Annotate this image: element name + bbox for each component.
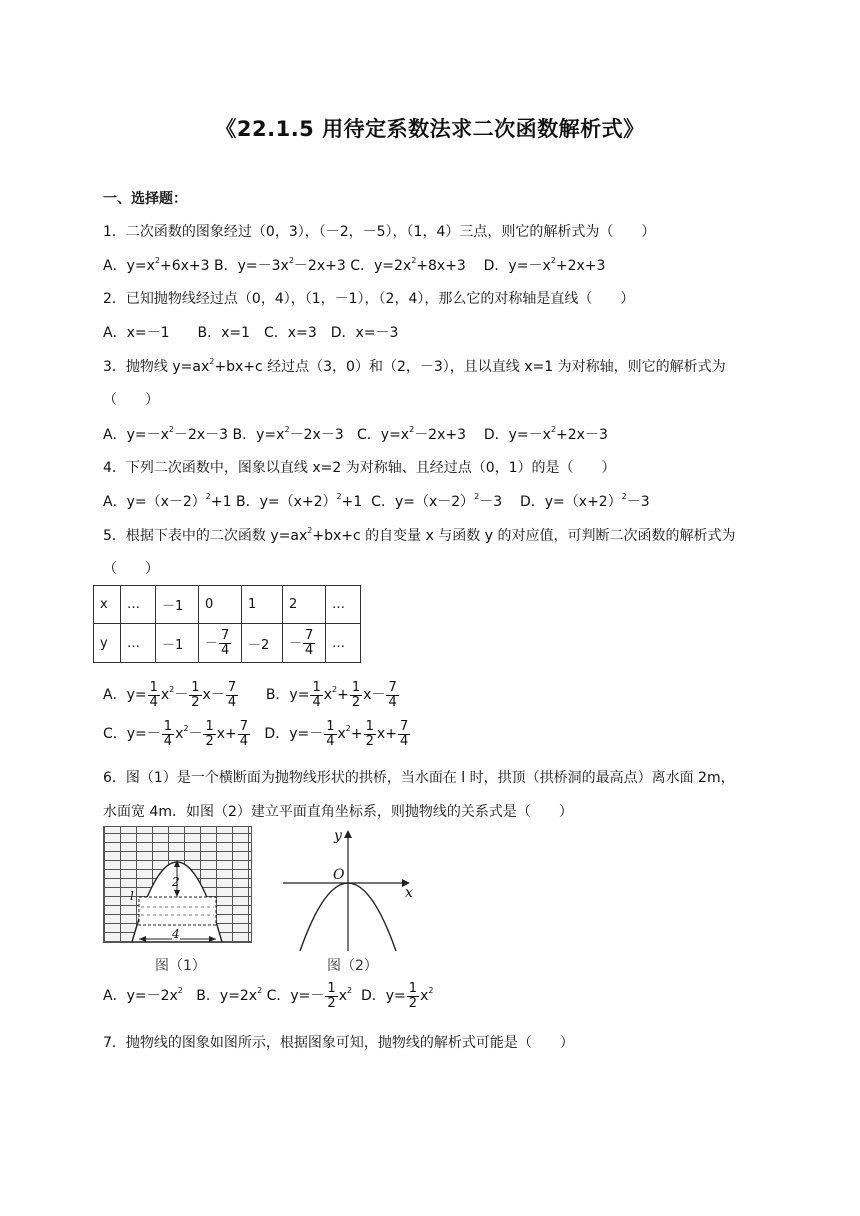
- question-7-stem: 7．抛物线的图象如图所示，根据图象可知，抛物线的解析式可能是（ ）: [103, 1035, 574, 1051]
- figure-1-bridge: [103, 826, 252, 943]
- question-5-stem: 5．根据下表中的二次函数 $y=ax^2+bx+c$ 的自变量 x 与函数 y 的对应值，可判断二次函数的解析式为: [103, 526, 736, 544]
- table-row-y: [94, 624, 361, 663]
- option-b: B．y=－3x: [214, 258, 289, 274]
- question-3-stem: 3．抛物线 $y=ax^2+bx+c$ 经过点（3，0）和（2，－3），且以直线 x=1 为对称轴，则它的解析式为: [103, 357, 726, 375]
- question-2-stem: 2．已知抛物线经过点（0，4），（1，－1），（2，4），那么它的对称轴是直线（ ）: [103, 291, 635, 307]
- option-a: A．y=（x－2）: [103, 494, 206, 510]
- water-level-label: l: [130, 889, 134, 903]
- question-5-bracket: （ ）: [103, 561, 159, 577]
- fraction: $\frac{7}{4}$: [221, 627, 230, 658]
- option-c: C．y=－: [266, 988, 325, 1004]
- option-c: C．y=－: [103, 726, 161, 742]
- option-d: D．y=－x: [483, 427, 551, 443]
- figure-2-graph: [278, 826, 418, 956]
- option-a: A．y=－2x: [103, 988, 178, 1004]
- question-6-stem-line1: 6．图（1）是一个横断面为抛物线形状的拱桥，当水面在 l 时，拱顶（拱桥洞的最高点）离水面 2m，: [103, 770, 735, 786]
- question-4-options: A．$y=(x-2)^2+1$ B．$y=(x+2)^2+1$ C．$y=(x-2)^2-3$ D．$y=(x+2)^2-3$: [103, 492, 650, 510]
- question-1-options: A．$y=x^2+6x+3$ B．$y=-3x^2-2x+3$ C．$y=2x^2+8x+3$ D．$y=-x^2+2x+3$: [103, 256, 606, 274]
- option-a: A．y=－x: [103, 427, 169, 443]
- page-title: 《22.1.5 用待定系数法求二次函数解析式》: [215, 117, 645, 141]
- option-d: D．y=: [360, 988, 406, 1004]
- option-b: B．y=（x+2）: [235, 494, 337, 510]
- option-c: C．y=（x－2）: [371, 494, 475, 510]
- option-c: C．y=x: [357, 427, 410, 443]
- question-6-options: A．$y=-2x^2$ B．$y=2x^2$ C．y=－ $\frac{1}{2}$ $x^2$ D．y= $\frac{1}{2}$ $x^2$: [103, 980, 434, 1011]
- option-a: A．y=: [103, 687, 147, 703]
- table-cell: …: [121, 586, 156, 624]
- origin-label: O: [333, 867, 345, 883]
- question-3-options: A．$y=-x^2-2x-3$ B．$y=x^2-2x-3$ C．$y=x^2-2x+3$ D．$y=-x^2+2x-3$: [103, 425, 608, 443]
- option-d: D．y=（x+2）: [519, 494, 622, 510]
- y-axis-label: y: [334, 828, 342, 844]
- table-row-x: [94, 586, 361, 624]
- table-cell: － $\frac{7}{4}$: [283, 624, 326, 663]
- width-label: 4: [172, 927, 180, 941]
- table-cell: 0: [199, 586, 242, 624]
- table-cell: …: [121, 624, 156, 663]
- option-a: A．y=x: [103, 258, 155, 274]
- option-d: D．y=－x: [483, 258, 551, 274]
- value-table: [93, 585, 361, 663]
- table-cell: － $\frac{7}{4}$: [199, 624, 242, 663]
- fraction: $\frac{7}{4}$: [305, 627, 314, 658]
- table-cell: 1: [242, 586, 283, 624]
- table-cell: …: [326, 624, 361, 663]
- question-5-options-row2: C．y=－ $\frac{1}{4}$ $x^2-$ $\frac{1}{2}$ x+ $\frac{7}{4}$ D．y=－ $\frac{1}{4}$ $x^2+$ $\frac{1}{2}$ x+ $\frac{7}{4}$: [103, 718, 409, 749]
- question-3-bracket: （ ）: [103, 392, 159, 408]
- table-cell: y: [94, 624, 121, 663]
- table-cell: －1: [156, 586, 199, 624]
- table-cell: －1: [156, 624, 199, 663]
- option-b: B．y=: [265, 687, 310, 703]
- question-1-stem: 1．二次函数的图象经过（0，3），（－2，－5），（1，4）三点，则它的解析式为（ ）: [103, 224, 656, 240]
- option-d: D．y=－: [264, 726, 324, 742]
- figure-2-caption: 图（2）: [327, 958, 378, 974]
- question-5-options-row1: A．y= $\frac{1}{4}$ $x^2-$ $\frac{1}{2}$ x－ $\frac{7}{4}$ B．y= $\frac{1}{4}$ $x^2+$ $\frac{1}{2}$ x－ $\frac{7}{4}$: [103, 679, 397, 710]
- table-cell: …: [326, 586, 361, 624]
- section-heading: 一、选择题：: [103, 191, 187, 207]
- height-label: 2: [172, 875, 180, 889]
- question-2-options: A．x=－1 B．x=1 C．x=3 D．x=－3: [103, 325, 399, 341]
- option-c: C．y=2x: [350, 258, 412, 274]
- question-6-stem-line2: 水面宽 4m．如图（2）建立平面直角坐标系，则抛物线的关系式是（ ）: [103, 804, 573, 820]
- table-cell: x: [94, 586, 121, 624]
- option-b: B．y=x: [232, 427, 285, 443]
- option-b: B．y=2x: [196, 988, 258, 1004]
- table-cell: 2: [283, 586, 326, 624]
- figure-1-caption: 图（1）: [155, 958, 206, 974]
- x-axis-label: x: [405, 885, 413, 901]
- question-4-stem: 4．下列二次函数中，图象以直线 x=2 为对称轴、且经过点（0，1）的是（ ）: [103, 460, 616, 476]
- table-cell: －2: [242, 624, 283, 663]
